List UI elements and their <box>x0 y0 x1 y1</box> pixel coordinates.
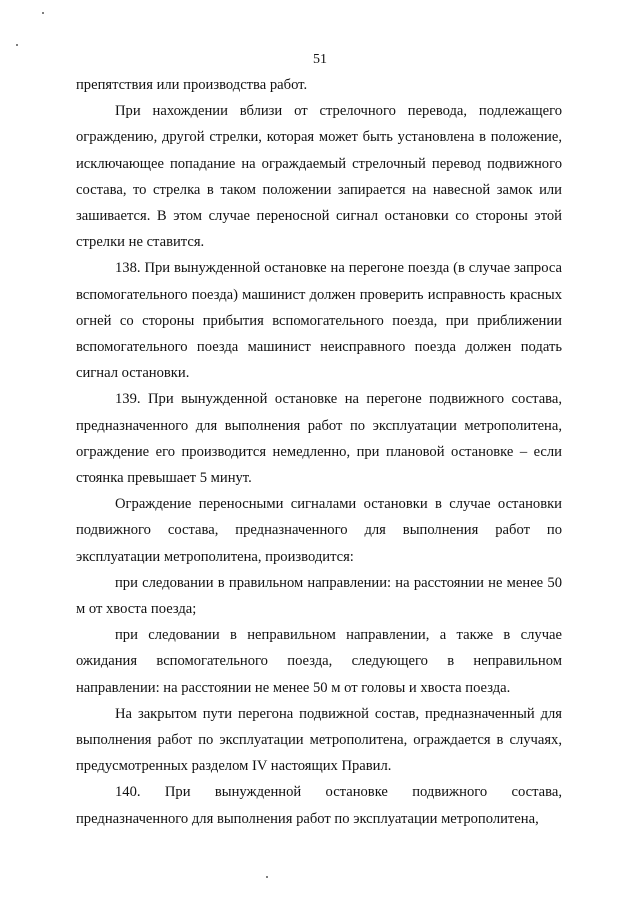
paragraph: На закрытом пути перегона подвижной состав, предназначенный для выполнения работ по эксплуатации метрополитена, ограждается в случаях, предусмотренных разделом IV настоящих Правил. <box>76 705 562 775</box>
paragraph: Ограждение переносными сигналами остановки в случае остановки подвижного состава, предназначенного для выполнения работ по эксплуатации метрополитена, производится: <box>76 496 562 565</box>
paragraph: препятствия или производства работ. <box>76 77 308 93</box>
paragraph: При нахождении вблизи от стрелочного перевода, подлежащего ограждению, другой стрелки, которая может быть установлена в положение, исключающее попадание на ограждаемый стрелочный перевод подвижного состава, то стрелка в таком положении запирается на навесной замок или зашивается. В этом случае переносной сигнал остановки со стороны этой стрелки не ставится. <box>76 103 562 251</box>
paragraph: 138. При вынужденной остановке на перегоне поезда (в случае запроса вспомогательного поезда) машинист должен проверить исправность красных огней со стороны прибытия вспомогательного поезда, при приближении вспомогательного поезда машинист неисправного поезда должен подать сигнал остановки. <box>76 260 562 382</box>
paragraph: при следовании в правильном направлении: на расстоянии не менее 50 м от хвоста поезда; <box>76 574 562 618</box>
document-body <box>76 72 562 832</box>
scan-speck-2 <box>16 44 18 46</box>
paragraph: 140. При вынужденной остановке подвижного состава, предназначенного для выполнения работ по эксплуатации метрополитена, <box>76 784 562 827</box>
scan-speck-3 <box>266 876 268 878</box>
paragraph: 139. При вынужденной остановке на перегоне подвижного состава, предназначенного для выполнения работ по эксплуатации метрополитена, ограждение его производится немедленно, при плановой остановке – если стоянка превышает 5 минут. <box>76 391 562 487</box>
page-number: 51 <box>313 52 327 67</box>
paragraph: при следовании в неправильном направлении, а также в случае ожидания вспомогательного поезда, следующего в неправильном направлении: на расстоянии не менее 50 м от головы и хвоста поезда. <box>76 627 562 696</box>
scan-speck-1 <box>42 12 44 14</box>
